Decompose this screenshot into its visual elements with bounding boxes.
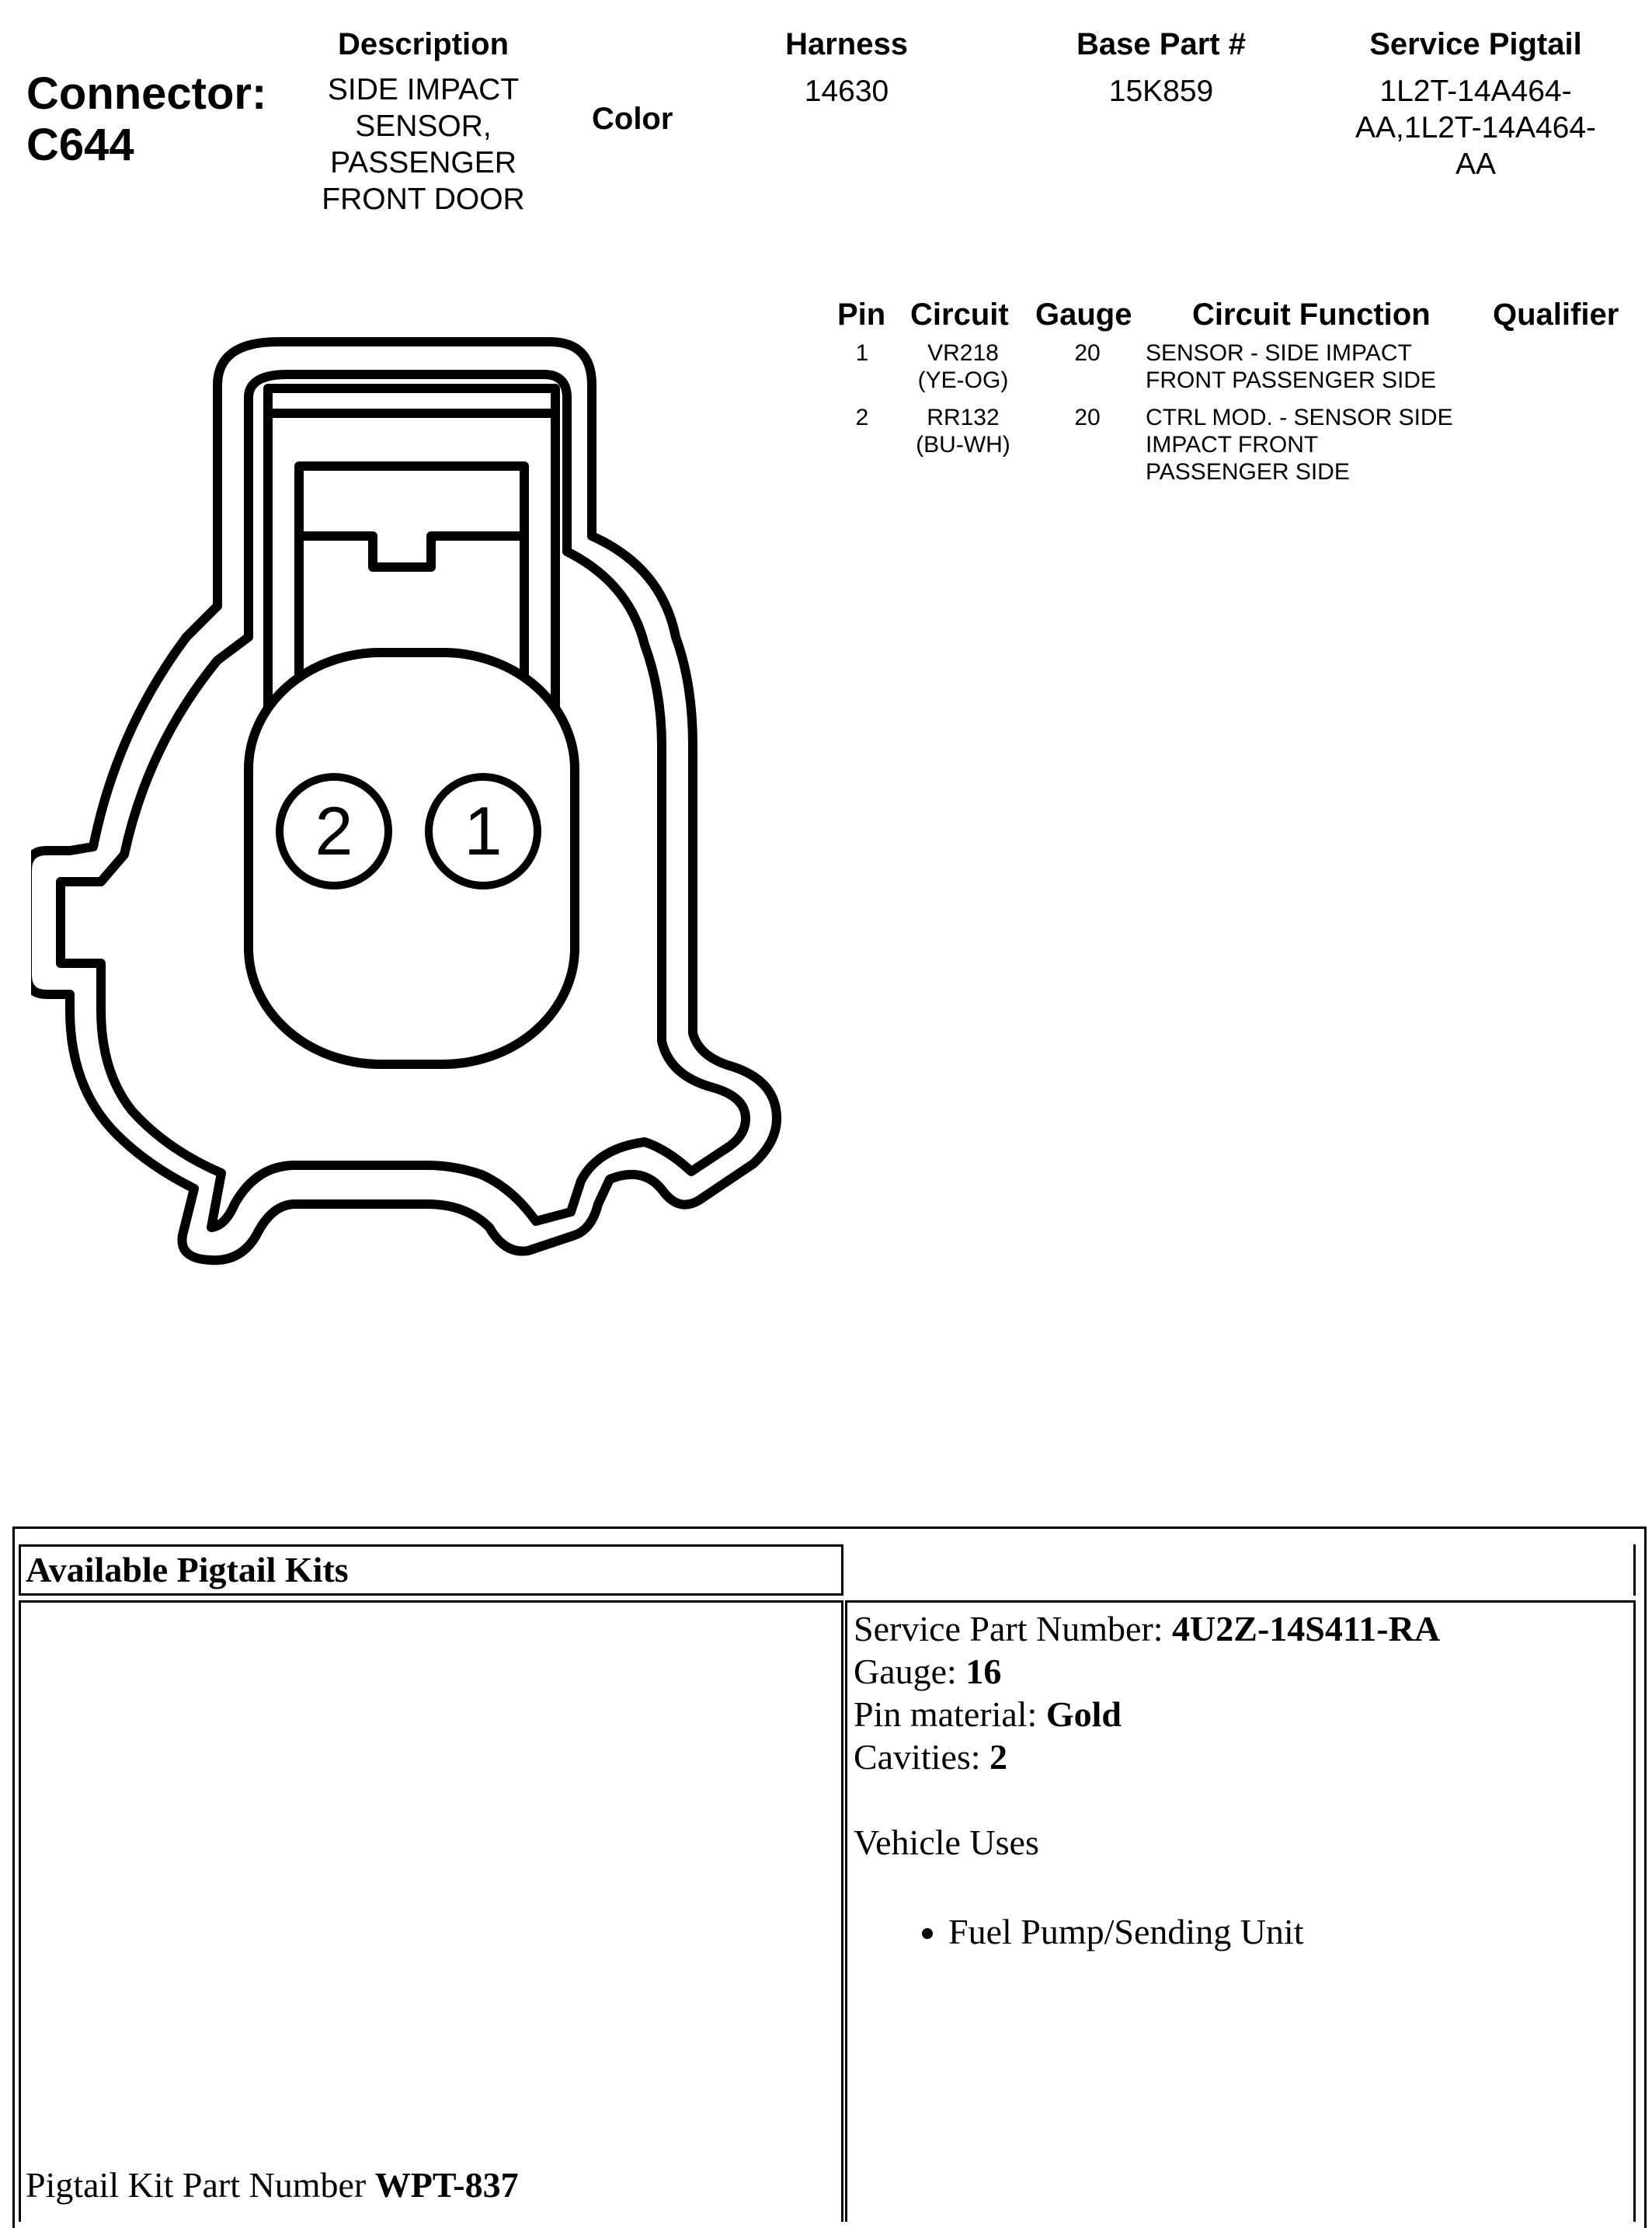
circuit-function-line: IMPACT FRONT [1146, 432, 1319, 458]
description-line: SENSOR, [355, 110, 492, 143]
pin-material-line [854, 1693, 1633, 1735]
service-pigtail-value [1320, 73, 1631, 183]
gauge-value: 16 [965, 1652, 1002, 1691]
service-part-value: 4U2Z-14S411-RA [1172, 1609, 1441, 1648]
harness-value: 14630 [804, 75, 889, 108]
base-part-header: Base Part # [1076, 27, 1246, 61]
vehicle-use-item: • Fuel Pump/Sending Unit [948, 1910, 1633, 1953]
service-part-label: Service Part Number: [854, 1609, 1173, 1648]
description-header: Description [337, 27, 510, 61]
pigtail-spec-cell [845, 1600, 1636, 2222]
pigtail-kit-cell [19, 1600, 843, 2222]
service-pigtail-line: AA [1455, 148, 1497, 181]
harness-header: Harness [785, 27, 908, 61]
circuit-function-line: CTRL MOD. - SENSOR SIDE [1146, 405, 1453, 430]
latch-nub [299, 536, 524, 567]
cavity-2-label: 2 [315, 792, 353, 869]
circuit-id: RR132 [927, 405, 1000, 430]
gauge-cell: 20 [1074, 405, 1101, 430]
connector-title [26, 68, 266, 171]
circuit-id: VR218 [927, 340, 999, 366]
vehicle-uses-list [854, 1910, 1633, 1953]
pigtail-kit-part-value: WPT-837 [374, 2165, 519, 2205]
circuit-cell [905, 404, 1021, 458]
description-line: FRONT DOOR [322, 183, 525, 216]
gauge-line [854, 1650, 1633, 1693]
service-part-line [854, 1607, 1633, 1650]
description-line: SIDE IMPACT [327, 73, 520, 106]
connector-face-diagram [31, 311, 792, 1321]
service-pigtail-line: AA,1L2T-14A464- [1355, 111, 1597, 144]
pin-number: 1 [855, 340, 869, 366]
service-pigtail-line: 1L2T-14A464- [1379, 75, 1572, 108]
circuit-function-cell [1146, 339, 1436, 394]
gauge-label: Gauge: [854, 1652, 966, 1691]
cavity-1-label: 1 [464, 792, 503, 869]
circuit-function-column-header: Circuit Function [1192, 298, 1431, 332]
vehicle-uses-heading: Vehicle Uses [854, 1822, 1039, 1862]
circuit-function-line: PASSENGER SIDE [1146, 459, 1350, 485]
pin-number: 2 [855, 405, 869, 430]
circuit-column-header: Circuit [910, 298, 1009, 332]
qualifier-column-header: Qualifier [1493, 298, 1619, 332]
gauge-column-header: Gauge [1035, 298, 1132, 332]
connector-label: Connector: [26, 68, 267, 119]
description-value [295, 71, 551, 218]
circuit-function-line: FRONT PASSENGER SIDE [1146, 367, 1436, 393]
pigtail-header-blank-cell [845, 1544, 1636, 1596]
pigtail-title-cell [19, 1544, 843, 1596]
color-header: Color [592, 102, 673, 136]
pin-material-value: Gold [1045, 1694, 1122, 1734]
base-part-value: 15K859 [1108, 75, 1214, 108]
circuit-color: (YE-OG) [917, 367, 1009, 393]
pin-column-header: Pin [837, 298, 886, 332]
connector-id: C644 [26, 120, 134, 170]
cavities-line [854, 1735, 1633, 1778]
description-line: PASSENGER [330, 146, 516, 179]
pigtail-kit-part-label: Pigtail Kit Part Number [26, 2165, 375, 2205]
cavities-label: Cavities: [854, 1737, 990, 1777]
service-pigtail-header: Service Pigtail [1369, 27, 1582, 61]
circuit-function-cell [1146, 404, 1453, 486]
circuit-function-line: SENSOR - SIDE IMPACT [1146, 340, 1412, 366]
cavities-value: 2 [989, 1737, 1008, 1777]
gauge-cell: 20 [1074, 340, 1101, 366]
pin-material-label: Pin material: [854, 1694, 1046, 1734]
pigtail-section-title: Available Pigtail Kits [26, 1550, 349, 1589]
circuit-cell [905, 339, 1021, 394]
pigtail-kit-part [26, 2164, 519, 2206]
circuit-color: (BU-WH) [916, 432, 1010, 458]
